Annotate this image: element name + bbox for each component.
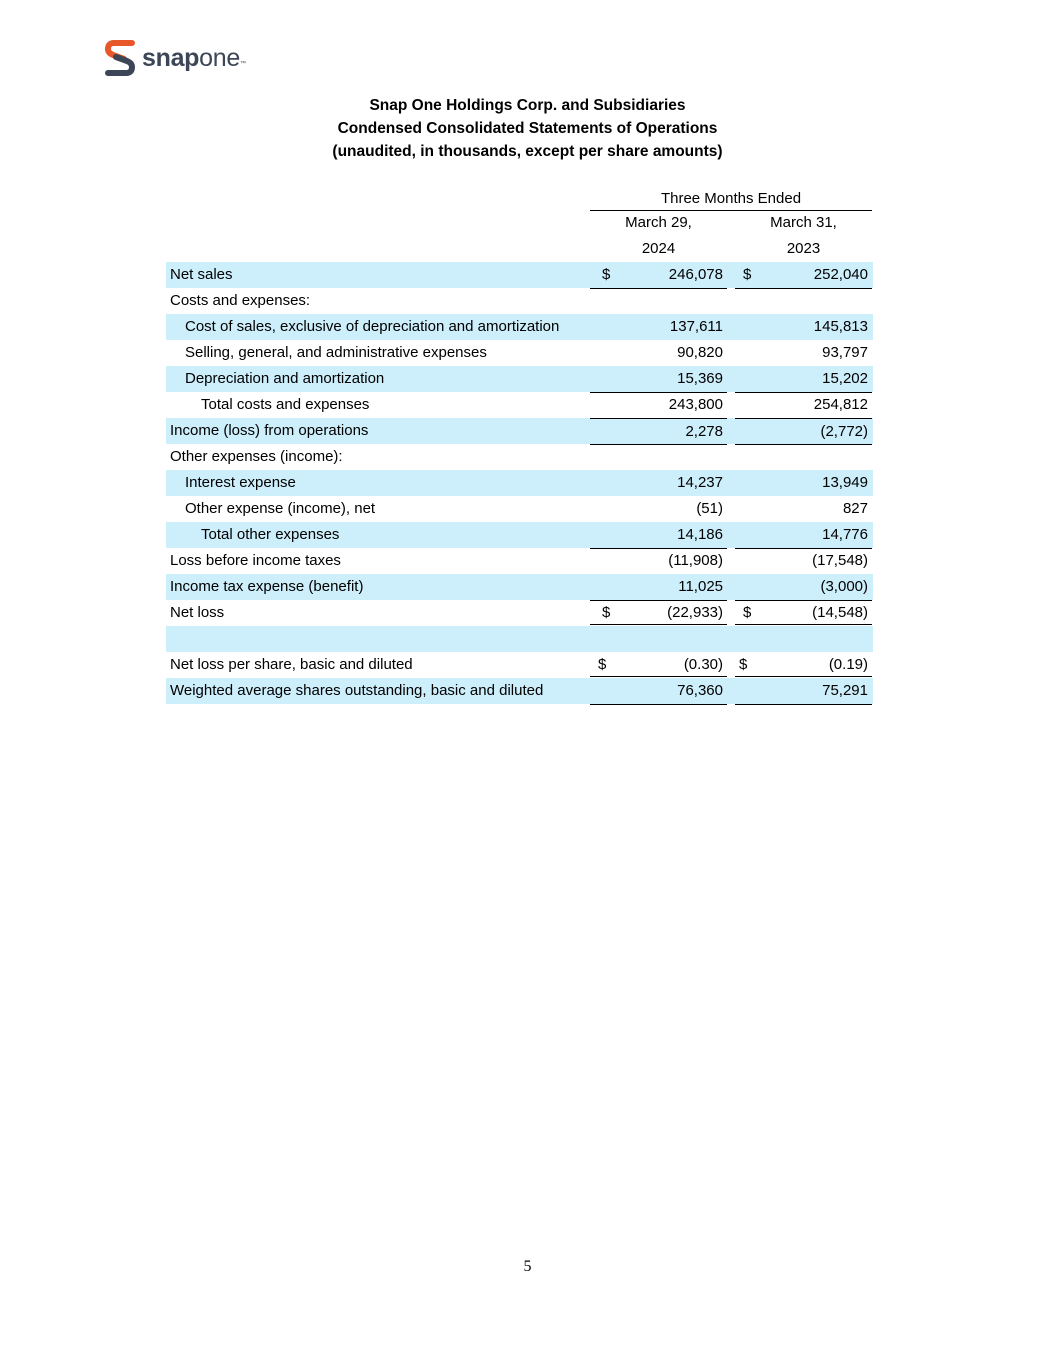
- row-dep-amort: Depreciation and amortization 15,369 15,202: [166, 366, 873, 392]
- period-header: Three Months Ended: [590, 188, 872, 211]
- company-logo: [104, 40, 246, 76]
- row-costs-header: Costs and expenses:: [170, 292, 311, 309]
- col1-month: March 29,: [625, 214, 692, 231]
- row-sga: Selling, general, and administrative expenses 90,820 93,797: [185, 344, 868, 361]
- row-loss-before-tax: Loss before income taxes (11,908) (17,548): [170, 552, 868, 569]
- row-total-other: Total other expenses 14,186 14,776: [166, 522, 873, 548]
- col2-year: 2023: [735, 236, 872, 263]
- header-row-period: [166, 188, 873, 210]
- page-number: 5: [523, 1258, 532, 1275]
- row-net-loss: Net loss $ (22,933) $ (14,548): [166, 600, 873, 626]
- logo-wordmark: snapone™: [142, 44, 246, 72]
- row-income-ops: Income (loss) from operations 2,278 (2,772): [166, 418, 873, 444]
- row-other-net: Other expense (income), net (51) 827: [166, 496, 873, 522]
- header-row-month: [166, 210, 873, 236]
- title-note: (unaudited, in thousands, except per share amounts): [332, 143, 723, 160]
- row-other-header: Other expenses (income):: [170, 448, 343, 465]
- row-interest: Interest expense 14,237 13,949: [166, 470, 873, 496]
- row-spacer: [166, 626, 873, 652]
- title-company: Snap One Holdings Corp. and Subsidiaries: [369, 97, 686, 114]
- statement-title: [0, 94, 1055, 163]
- row-total-costs: Total costs and expenses 243,800 254,812: [201, 396, 868, 413]
- income-statement-table: [166, 188, 873, 704]
- title-statement: Condensed Consolidated Statements of Operations: [337, 120, 718, 137]
- col1-year: 2024: [590, 236, 727, 263]
- row-shares: Weighted average shares outstanding, basic and diluted 76,360 75,291: [166, 678, 873, 704]
- row-net-sales: Net sales $ 246,078 $ 252,040: [166, 262, 873, 288]
- header-row-year: [166, 236, 873, 262]
- col2-month: March 31,: [770, 214, 837, 231]
- row-tax: Income tax expense (benefit) 11,025 (3,000): [166, 574, 873, 600]
- snap-one-s-icon: [104, 40, 136, 76]
- row-eps: Net loss per share, basic and diluted $ (0.30) $ (0.19): [166, 652, 873, 678]
- row-cost-of-sales: Cost of sales, exclusive of depreciation and amortization 137,611 145,813: [166, 314, 873, 340]
